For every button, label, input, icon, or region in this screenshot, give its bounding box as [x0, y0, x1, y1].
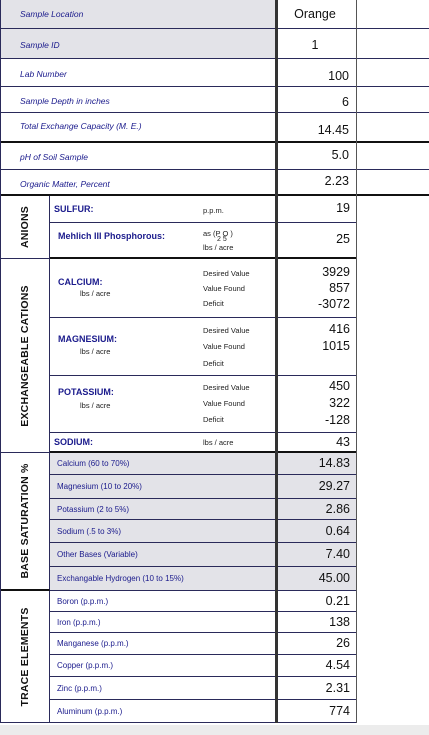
row-value-cell	[276, 499, 356, 520]
potassium-label: POTASSIUM:	[58, 387, 114, 397]
row-value-cell	[276, 475, 356, 499]
base-saturation-row	[50, 475, 275, 499]
row-value-cell	[276, 677, 356, 700]
phosphorous-unit: as (P O )	[203, 229, 233, 238]
row-value: 2.86	[325, 502, 350, 516]
row-value: 45.00	[318, 571, 350, 585]
row-value-cell	[276, 700, 356, 723]
row-value-cell	[276, 520, 356, 543]
row-label: Iron (p.p.m.)	[57, 618, 101, 627]
row-value: 0.21	[325, 594, 350, 608]
sample-id-row	[0, 29, 429, 59]
sulfur-label: SULFUR:	[54, 204, 94, 214]
row-value-cell	[276, 633, 356, 655]
magnesium-block	[50, 318, 275, 376]
sulfur-row	[50, 196, 275, 223]
cations-section-label: EXCHANGEABLE CATIONS	[0, 259, 50, 453]
lab-number-row	[0, 59, 429, 87]
bottom-bar	[0, 725, 429, 735]
row-label: Exchangable Hydrogen (10 to 15%)	[57, 574, 184, 583]
row-value: 7.40	[325, 547, 350, 561]
calcium-label: CALCIUM:	[58, 277, 103, 287]
om-label: Organic Matter, Percent	[20, 179, 110, 189]
phosphorous-unit-acre: lbs / acre	[203, 243, 234, 252]
row-value: 26	[336, 636, 350, 650]
sulfur-value-cell	[276, 196, 356, 223]
potassium-found-label: Value Found	[203, 399, 245, 408]
ph-label: pH of Soil Sample	[20, 152, 89, 162]
row-value-cell	[276, 543, 356, 567]
row-label: Magnesium (10 to 20%)	[57, 482, 142, 491]
trace-row	[50, 655, 275, 677]
sodium-value: 43	[336, 435, 350, 449]
sample-id-label: Sample ID	[20, 40, 60, 50]
tec-row	[0, 113, 429, 143]
row-value: 14.83	[318, 456, 350, 470]
column-divider	[275, 0, 278, 723]
potassium-block	[50, 376, 275, 433]
trace-row	[50, 633, 275, 655]
row-value: 774	[329, 704, 350, 718]
anions-section-label: ANIONS	[0, 196, 50, 259]
row-label: Copper (p.p.m.)	[57, 661, 114, 670]
calcium-unit: lbs / acre	[80, 289, 111, 298]
trace-row	[50, 591, 275, 612]
potassium-value-cell	[276, 376, 356, 433]
ph-value: 5.0	[331, 148, 349, 162]
potassium-deficit-value: -128	[324, 413, 350, 427]
phosphorous-label: Mehlich III Phosphorous:	[58, 231, 166, 241]
magnesium-found-label: Value Found	[203, 342, 245, 351]
calcium-found-value: 857	[329, 281, 350, 295]
phosphorous-subscript: 2 5	[217, 236, 227, 243]
calcium-desired-value: 3929	[322, 265, 350, 279]
phosphorous-row	[50, 223, 275, 259]
potassium-deficit-label: Deficit	[203, 415, 224, 424]
calcium-deficit-value: -3072	[318, 297, 350, 311]
base-saturation-row	[50, 520, 275, 543]
calcium-value-cell	[276, 259, 356, 318]
row-value-cell	[276, 567, 356, 591]
row-label: Potassium (2 to 5%)	[57, 505, 130, 514]
lab-number-label: Lab Number	[20, 69, 67, 79]
row-value-cell	[276, 453, 356, 475]
tec-label: Total Exchange Capacity (M. E.)	[20, 121, 142, 131]
depth-row	[0, 87, 429, 113]
base-saturation-row	[50, 567, 275, 591]
right-column-divider	[356, 0, 357, 723]
calcium-found-label: Value Found	[203, 284, 245, 293]
row-label: Other Bases (Variable)	[57, 550, 138, 559]
base-saturation-row	[50, 453, 275, 475]
row-value: 29.27	[318, 479, 350, 493]
base-saturation-row	[50, 543, 275, 567]
row-value: 138	[329, 615, 350, 629]
magnesium-desired-value: 416	[329, 322, 350, 336]
trace-row	[50, 700, 275, 723]
sample-location-value: Orange	[294, 7, 336, 21]
magnesium-found-value: 1015	[322, 339, 350, 353]
magnesium-desired-label: Desired Value	[203, 326, 250, 335]
trace-row	[50, 677, 275, 700]
calcium-deficit-label: Deficit	[203, 299, 224, 308]
base-saturation-row	[50, 499, 275, 520]
row-value: 2.31	[325, 681, 350, 695]
row-label: Sodium (.5 to 3%)	[57, 527, 122, 536]
magnesium-label: MAGNESIUM:	[58, 334, 117, 344]
potassium-found-value: 322	[329, 396, 350, 410]
sodium-row	[50, 433, 275, 453]
sample-id-value: 1	[311, 38, 319, 52]
row-label: Zinc (p.p.m.)	[57, 684, 102, 693]
base-saturation-section-label: BASE SATURATION %	[0, 453, 50, 591]
calcium-block	[50, 259, 275, 318]
row-value: 4.54	[325, 658, 350, 672]
tec-value: 14.45	[317, 123, 349, 137]
magnesium-value-cell	[276, 318, 356, 376]
sodium-value-cell	[276, 433, 356, 453]
phosphorous-value-cell	[276, 223, 356, 259]
depth-label: Sample Depth in inches	[20, 96, 110, 106]
potassium-unit: lbs / acre	[80, 401, 111, 410]
depth-value: 6	[342, 95, 349, 109]
trace-elements-section-label: TRACE ELEMENTS	[0, 591, 50, 723]
sodium-unit: lbs / acre	[203, 438, 234, 447]
left-border	[0, 0, 1, 723]
row-label: Boron (p.p.m.)	[57, 597, 109, 606]
sample-location-label: Sample Location	[20, 9, 84, 19]
om-value: 2.23	[324, 174, 349, 188]
row-label: Aluminum (p.p.m.)	[57, 707, 123, 716]
row-value: 0.64	[325, 524, 350, 538]
sample-location-row	[0, 0, 429, 29]
row-label: Calcium (60 to 70%)	[57, 459, 130, 468]
lab-number-value: 100	[328, 69, 349, 83]
phosphorous-value: 25	[336, 232, 350, 246]
row-label: Manganese (p.p.m.)	[57, 639, 129, 648]
potassium-desired-label: Desired Value	[203, 383, 250, 392]
magnesium-unit: lbs / acre	[80, 347, 111, 356]
trace-row	[50, 612, 275, 633]
row-value-cell	[276, 591, 356, 612]
sulfur-unit: p.p.m.	[203, 206, 224, 215]
row-value-cell	[276, 612, 356, 633]
calcium-desired-label: Desired Value	[203, 269, 250, 278]
potassium-desired-value: 450	[329, 379, 350, 393]
om-row	[0, 170, 429, 196]
magnesium-deficit-label: Deficit	[203, 359, 224, 368]
sodium-label: SODIUM:	[54, 437, 93, 447]
row-value-cell	[276, 655, 356, 677]
ph-row	[0, 143, 429, 170]
sulfur-value: 19	[336, 201, 350, 215]
